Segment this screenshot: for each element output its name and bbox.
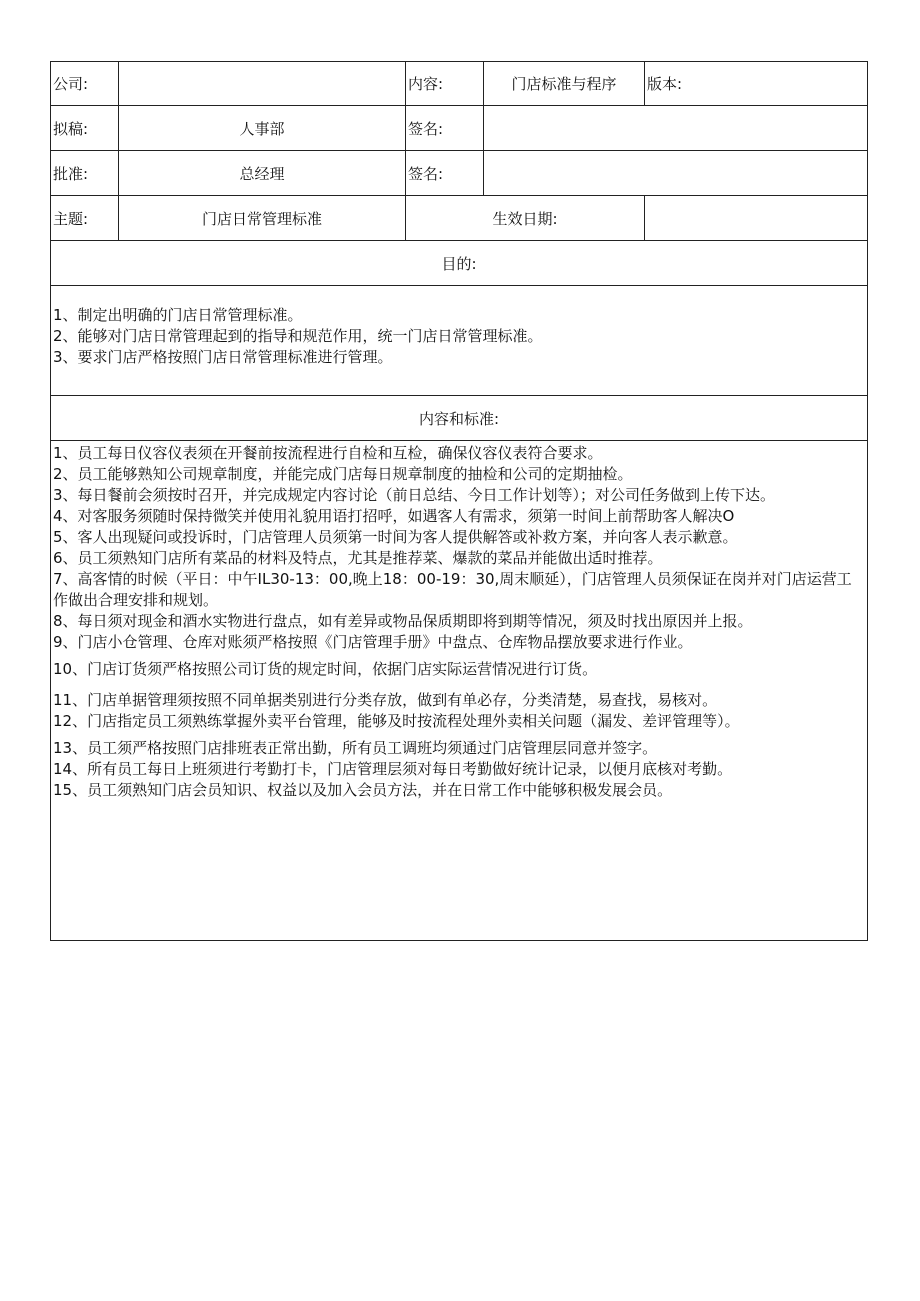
draft-sign-value	[484, 106, 867, 150]
subject-value: 门店日常管理标准	[119, 196, 406, 240]
standards-item: 7、高客情的时候（平日：中午IL30-13：00,晚上18：00-19：30,周末顺延），门店管理人员须保证在岗并对门店运营工作做出合理安排和规划。	[53, 570, 852, 609]
standards-item: 11、门店单据管理须按照不同单据类别进行分类存放，做到有单必存，分类清楚，易查找，易核对。	[53, 691, 718, 709]
row-draft	[51, 106, 867, 151]
purpose-item: 1、制定出明确的门店日常管理标准。	[53, 306, 303, 324]
standards-item: 15、员工须熟知门店会员知识、权益以及加入会员方法，并在日常工作中能够积极发展会员。	[53, 781, 673, 799]
standards-item: 2、员工能够熟知公司规章制度，并能完成门店每日规章制度的抽检和公司的定期抽检。	[53, 465, 633, 483]
purpose-row	[51, 286, 867, 396]
standards-title: 内容和标准:	[418, 409, 500, 428]
standards-item: 10、门店订货须严格按照公司订货的规定时间，依据门店实际运营情况进行订货。	[53, 660, 598, 678]
content-label: 内容:	[406, 62, 484, 105]
effective-date-label: 生效日期:	[406, 196, 645, 240]
subject-label: 主题:	[51, 196, 119, 240]
approve-sign-label: 签名:	[406, 151, 484, 195]
approve-label: 批准:	[51, 151, 119, 195]
standards-item: 13、员工须严格按照门店排班表正常出勤，所有员工调班均须通过门店管理层同意并签字。	[53, 739, 658, 757]
company-label: 公司:	[51, 62, 119, 105]
draft-sign-label: 签名:	[406, 106, 484, 150]
approve-value: 总经理	[119, 151, 406, 195]
row-approve	[51, 151, 867, 196]
standards-header-row	[51, 396, 867, 441]
standards-item: 12、门店指定员工须熟练掌握外卖平台管理，能够及时按流程处理外卖相关问题（漏发、差评管理等）。	[53, 712, 740, 730]
row-company	[51, 62, 867, 106]
purpose-item: 2、能够对门店日常管理起到的指导和规范作用，统一门店日常管理标准。	[53, 327, 543, 345]
approve-sign-value	[484, 151, 867, 195]
purpose-item: 3、要求门店严格按照门店日常管理标准进行管理。	[53, 348, 393, 366]
draft-value: 人事部	[119, 106, 406, 150]
standards-item: 9、门店小仓管理、仓库对账须严格按照《门店管理手册》中盘点、仓库物品摆放要求进行作业。	[53, 633, 693, 651]
purpose-list	[53, 305, 863, 368]
version-label: 版本:	[647, 75, 683, 93]
standards-list	[53, 443, 863, 801]
standards-item: 6、员工须熟知门店所有菜品的材料及特点，尤其是推荐菜、爆款的菜品并能做出适时推荐。	[53, 549, 663, 567]
document-form	[50, 61, 868, 941]
standards-item: 3、每日餐前会须按时召开，并完成规定内容讨论（前日总结、今日工作计划等）；对公司任务做到上传下达。	[53, 486, 776, 504]
content-value: 门店标准与程序	[484, 62, 645, 105]
standards-item: 5、客人出现疑问或投诉时，门店管理人员须第一时间为客人提供解答或补救方案，并向客人表示歉意。	[53, 528, 738, 546]
effective-date-value	[645, 196, 867, 240]
purpose-header-row	[51, 241, 867, 286]
standards-item: 14、所有员工每日上班须进行考勤打卡，门店管理层须对每日考勤做好统计记录，以便月底核对考勤。	[53, 760, 733, 778]
purpose-title: 目的:	[441, 254, 477, 273]
standards-item: 1、员工每日仪容仪表须在开餐前按流程进行自检和互检，确保仪容仪表符合要求。	[53, 444, 603, 462]
company-value	[119, 62, 406, 105]
standards-item: 8、每日须对现金和酒水实物进行盘点，如有差异或物品保质期即将到期等情况，须及时找出原因并上报。	[53, 612, 753, 630]
row-subject	[51, 196, 867, 241]
standards-item: 4、对客服务须随时保持微笑并使用礼貌用语打招呼，如遇客人有需求，须第一时间上前帮助客人解决O	[53, 507, 735, 525]
draft-label: 拟稿:	[51, 106, 119, 150]
